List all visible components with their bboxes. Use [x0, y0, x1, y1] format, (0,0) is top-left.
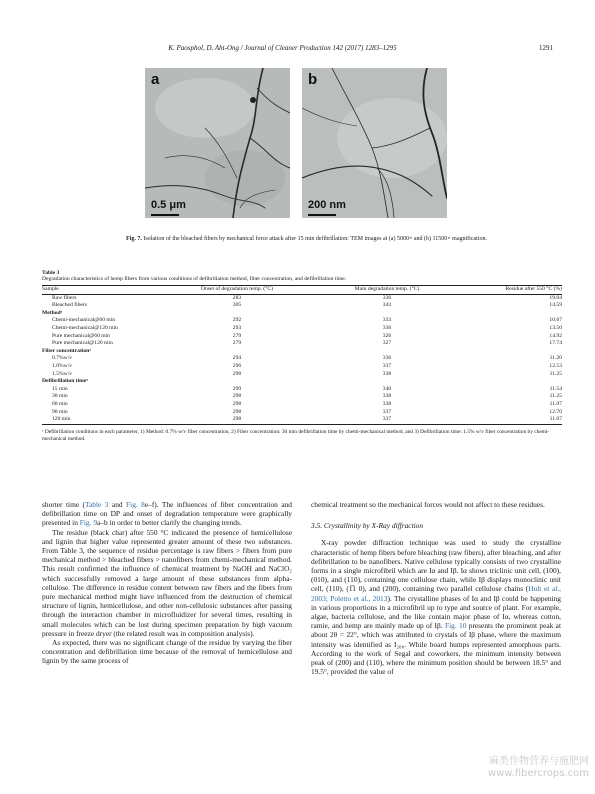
- watermark: [488, 756, 589, 780]
- table-cell: 11.07: [549, 416, 562, 423]
- table-cell: 298: [232, 393, 242, 400]
- table-cell: 14.59: [549, 302, 562, 309]
- table-cell: 298: [232, 370, 242, 377]
- tem-micrograph-a: [145, 68, 290, 218]
- panel-a-letter: a: [151, 71, 160, 88]
- text-run: and: [108, 500, 127, 509]
- text-run: X-ray powder diffraction technique was used to study the crystalline characteristic of hemp fibers before bleaching (raw fibers), after bleaching, and after defibrillation to be nanofibers. Native cellulose typically consists of two crystalline forms in a single microfibril which are Iα and Iβ. Iα shows triclinic unit cell, (100), (010), and (110), containing one cellulose chain, while Iβ displays monoclinic unit cell, (110), (1̅1 0), and (200), containing two parallel cellulose chains (: [311, 538, 561, 594]
- table-cell: 326: [382, 332, 392, 339]
- table-cell: 19.04: [549, 294, 562, 301]
- table-cell: 305: [232, 302, 242, 309]
- table-cell: 10.67: [549, 317, 562, 324]
- fig-8-link[interactable]: Fig. 8: [126, 500, 145, 509]
- text-run: presents the prominent peak at about 2θ = 22°, which was attributed to crystals of Iβ phase, where the maximum intensity was identified as I₂₀₀. While board humps represented amorphous parts. According to the work of Segal and coworkers, the minimum intensity between peak of (200) and (110), where the minimum position should be between 18.5° and 19.5°, provided the value of: [311, 621, 561, 677]
- table-cell: 336: [382, 355, 392, 362]
- table-cell: 1.5%w/v: [52, 370, 73, 377]
- figure-caption-text: Isolation of the bleached fibers by mechanical force attack after 15 min defibrillation: TEM images at (a) 5000× and (b) 11500× magnification.: [143, 236, 487, 242]
- table-row: [42, 393, 562, 401]
- table-label: Table 3: [42, 270, 60, 276]
- table-cell: 17.74: [549, 340, 562, 347]
- paragraph: [311, 538, 561, 676]
- table-cell: 11.07: [549, 400, 562, 407]
- table-row: [42, 363, 562, 371]
- watermark-line: www.fibercrops.com: [487, 768, 589, 779]
- table-cell: 11.20: [549, 355, 562, 362]
- table-header-cell: Main degradation temp. (°C): [354, 286, 420, 292]
- table-cell: 1.0%w/v: [52, 362, 73, 369]
- table-cell: 30 min: [52, 393, 68, 400]
- figure-caption: [60, 236, 553, 242]
- table-row: [42, 340, 562, 348]
- table-cell: [312, 378, 462, 386]
- table-cell: Pure mechanical@60 min: [52, 332, 110, 339]
- table-cell: [462, 378, 562, 386]
- panel-a-scale-bar: [151, 214, 179, 216]
- figure-caption-label: Fig. 7.: [126, 236, 142, 242]
- table-cell: 299: [232, 385, 242, 392]
- table-cell: 337: [382, 408, 392, 415]
- table-cell: Pure mechanical@120 min: [52, 340, 113, 347]
- table-cell: Methodᵃ: [42, 309, 63, 316]
- running-head-citation: K. Paosphol, D. Aht-Ong / Journal of Cleaner Production 142 (2017) 1283–1295: [168, 44, 397, 52]
- table-row: [42, 355, 562, 363]
- text-run: shorter time (: [42, 500, 86, 509]
- table-cell: 333: [382, 317, 392, 324]
- table-row: [42, 416, 562, 424]
- table-cell: 15 min: [52, 385, 68, 392]
- table-title: Degradation characteristics of hemp fibers from various conditions of defibrillation method, fiber concentration, and defibrillation time.: [42, 276, 347, 282]
- table-cell: Chemi-mechanical@60 min: [52, 317, 116, 324]
- paragraph: chemical treatment so the mechanical forces would not affect to these residues.: [311, 500, 545, 509]
- table-cell: [462, 348, 562, 356]
- table-cell: 279: [232, 340, 242, 347]
- table-body: [42, 295, 562, 424]
- tem-image-panel-b: [302, 68, 447, 218]
- table-row: [42, 386, 562, 394]
- table-cell: 327: [382, 340, 392, 347]
- page-number: 1291: [539, 44, 553, 52]
- table-cell: Bleached fibers: [52, 302, 87, 309]
- table-cell: 336: [382, 294, 392, 301]
- table-cell: 11.54: [549, 385, 562, 392]
- table-cell: 337: [382, 416, 392, 423]
- table-header-cell: Onset of degradation temp. (°C): [201, 286, 273, 292]
- table-3-link[interactable]: Table 3: [85, 500, 109, 509]
- table-row: [42, 295, 562, 303]
- table-cell: 14.92: [549, 332, 562, 339]
- table-cell: 12.70: [549, 408, 562, 415]
- table-cell: [162, 378, 312, 386]
- table-cell: Chemi-mechanical@120 min: [52, 324, 118, 331]
- table-header-cell: Sample: [42, 286, 59, 292]
- table-header-row: [42, 286, 562, 294]
- table-row: [42, 371, 562, 379]
- table-cell: 0.7%w/v: [52, 355, 73, 362]
- paragraph: As expected, there was no significant change of the residue by varying the fiber concentration and defibrillation time because of the removal of hemicellulose and lignin by the same process of: [42, 638, 292, 666]
- watermark-line: 麻类作物营养与施肥网: [489, 756, 589, 767]
- table-cell: 279: [232, 332, 242, 339]
- fig-9-link[interactable]: Fig. 9: [79, 518, 98, 528]
- table-row: [42, 409, 562, 417]
- panel-b-scale-label: 200 nm: [308, 199, 346, 211]
- panel-b-letter: b: [308, 71, 318, 88]
- text-run: ). The crystalline phases of Iα and Iβ could be happening in various proportions in a microfibril up to type and source of plant. For example, algae, bacteria cellulose, and the like contain major phase of Iα, whereas cotton, ramie, and hemp are mainly made up of Iβ.: [311, 593, 561, 631]
- table-row: [42, 325, 562, 333]
- table-cell: [462, 310, 562, 318]
- table-3: [42, 270, 562, 443]
- paragraph: The residue (black char) after 550 °C indicated the presence of hemicellulose and lignin that higher value represented greater amount of these two substances. From Table 3, the sequence of residue percentage is raw fibers > fibers from pure mechanical method > bleached fibers > nanofibers from chemi-mechanical method. This result confirmed the influence of chemical treatment by NaOH and NaClO₂ which successfully removed a large amount of these substances from alpha-cellulose. The difference in residue content between raw fibers and the fibers from pure mechanical method might have influenced from the destruction of chemical structure of lignin, hemicellulose, and other non-cellulosic substances after passing through the interaction chamber in microfluidizer for several times, resulting in small molecules which can be lost during specimen preparation by high vacuum pressure in freeze dryer (the related result was in composition analysis).: [42, 527, 292, 638]
- table-row: [42, 401, 562, 409]
- table-bottom-rule: [42, 424, 562, 425]
- table-cell: 294: [232, 355, 242, 362]
- table-group-row: [42, 378, 562, 386]
- table-cell: 338: [382, 370, 392, 377]
- section-heading: 3.5. Crystallinity by X-Ray diffraction: [311, 521, 424, 531]
- table-cell: 12.53: [549, 362, 562, 369]
- table-group-row: [42, 310, 562, 318]
- table-row: [42, 302, 562, 310]
- table-row: [42, 317, 562, 325]
- body-left-column: [42, 500, 292, 666]
- table-cell: Defibrillation timeᵃ: [42, 378, 88, 385]
- tem-micrograph-b: [302, 68, 447, 218]
- table-cell: 13.50: [549, 324, 562, 331]
- table-cell: 336: [382, 324, 392, 331]
- table-cell: 292: [232, 317, 242, 324]
- table-cell: 120 min: [52, 416, 71, 423]
- table-cell: [312, 348, 462, 356]
- table-cell: 338: [382, 393, 392, 400]
- table-cell: [312, 310, 462, 318]
- body-right-column: [311, 500, 561, 676]
- panel-a-scale-label: 0.5 μm: [151, 199, 186, 211]
- text-run: a–b in order to better clarify the changing trends.: [97, 518, 242, 528]
- table-cell: 298: [232, 408, 242, 415]
- table-cell: 343: [382, 302, 392, 309]
- text-run: e–f). The influences of fiber concentration and defibrillation time on DP and onset of degradation temperature were graphically presented in: [42, 500, 292, 528]
- table-cell: 298: [232, 400, 242, 407]
- tem-image-panel-a: [145, 68, 290, 218]
- citation-link[interactable]: Hult et al., 2003; Poletto et al., 2013: [311, 584, 561, 603]
- table-cell: 337: [382, 362, 392, 369]
- table-cell: 296: [232, 362, 242, 369]
- paragraph: [42, 500, 292, 528]
- fig-10-link[interactable]: Fig. 10: [444, 621, 467, 631]
- table-footnote: ᵃ Defibrillation conditions in each parameter, 1) Method: 0.7% w/v fiber concentration, 2) Fiber concentration: 30 min defibrillation time by chemi-mechanical method, and 3) Defibrillation time: 1.5% w/v fiber concentration by chemi-mechanical method.: [42, 428, 550, 442]
- table-cell: 283: [232, 294, 242, 301]
- running-header: [42, 44, 553, 56]
- table-cell: 298: [232, 416, 242, 423]
- table-group-row: [42, 348, 562, 356]
- table-row: [42, 333, 562, 341]
- panel-b-scale-bar: [308, 214, 336, 216]
- table-cell: [162, 310, 312, 318]
- table-cell: 90 min: [52, 408, 68, 415]
- table-cell: 11.25: [549, 393, 562, 400]
- table-cell: Raw fibers: [52, 294, 77, 301]
- table-cell: 338: [382, 400, 392, 407]
- table-cell: 293: [232, 324, 242, 331]
- table-cell: 340: [382, 385, 392, 392]
- table-header-cell: Residue after 550 °C (%): [505, 286, 562, 292]
- table-cell: 11.25: [549, 370, 562, 377]
- table-cell: Fiber concentrationᵃ: [42, 347, 91, 354]
- table-cell: 60 min: [52, 400, 68, 407]
- table-cell: [162, 348, 312, 356]
